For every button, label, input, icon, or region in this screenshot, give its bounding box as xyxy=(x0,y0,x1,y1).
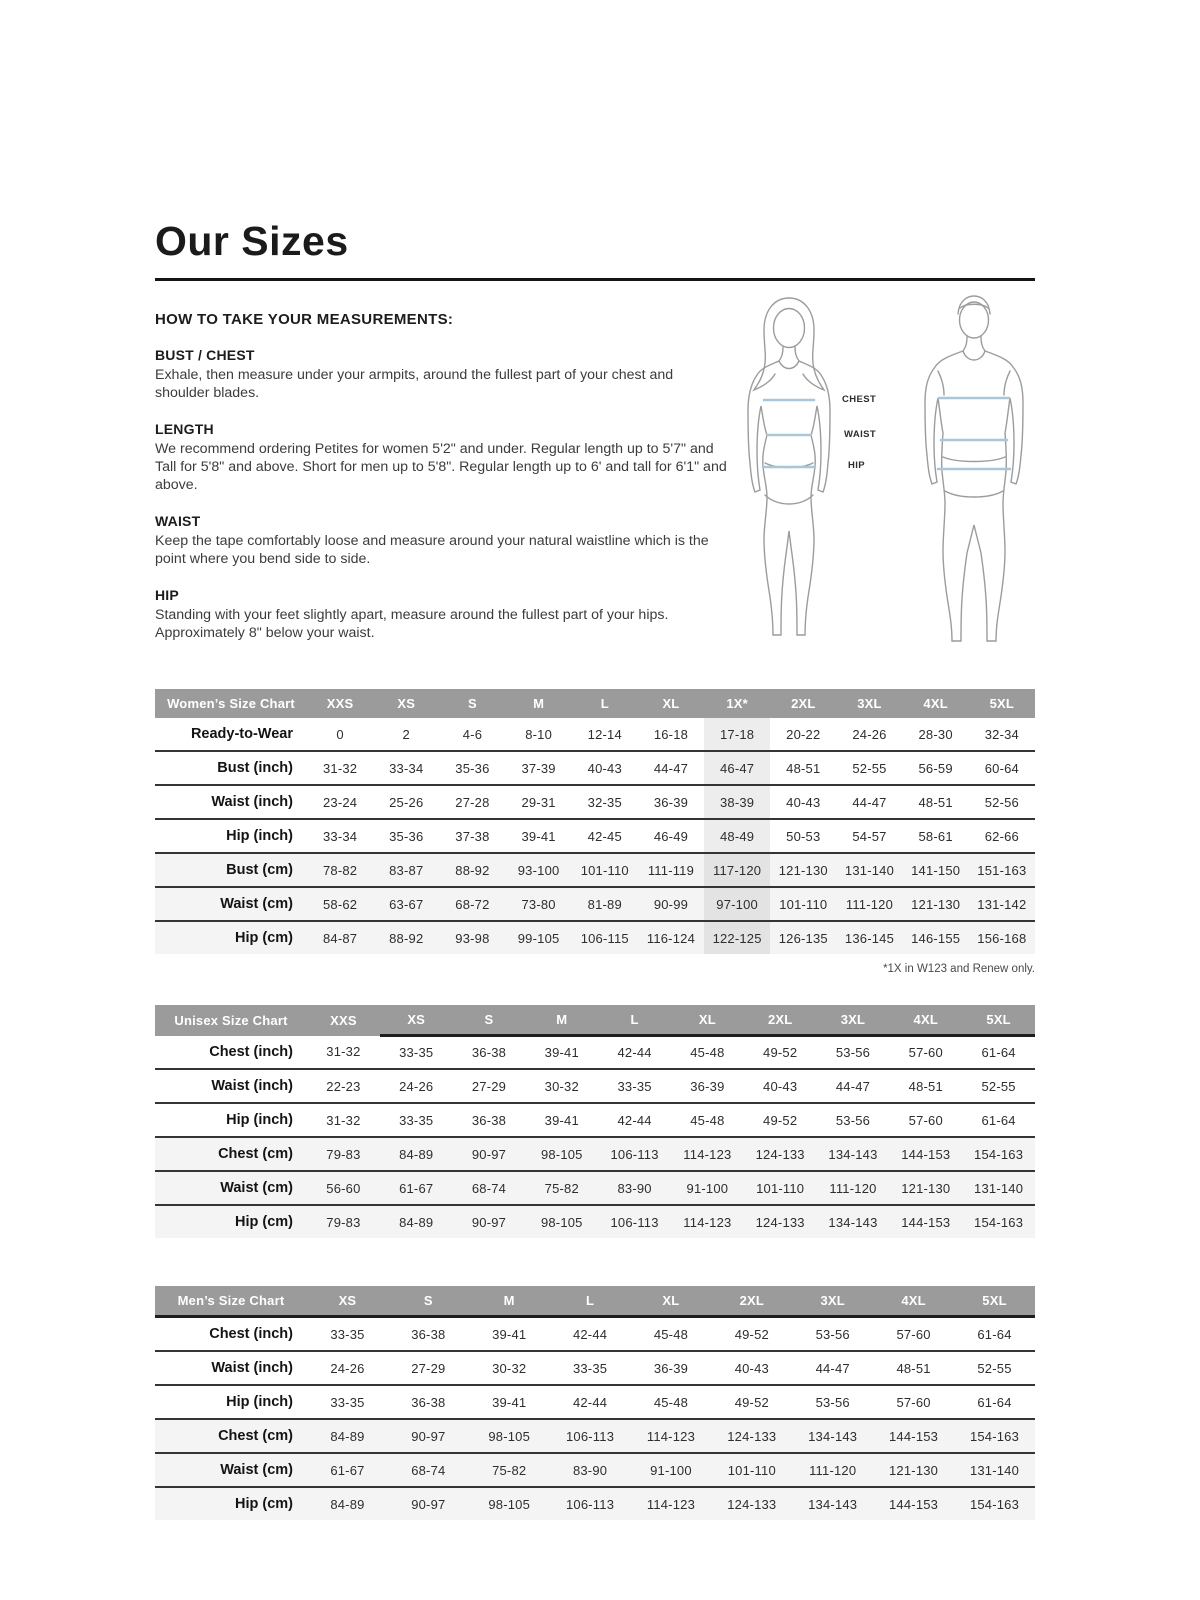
size-cell: 106-115 xyxy=(580,930,629,946)
size-cell: 131-140 xyxy=(844,862,895,878)
size-cell: 39-41 xyxy=(544,1112,579,1128)
column-header-m: M xyxy=(469,1286,550,1317)
size-cell: 84-89 xyxy=(399,1214,434,1230)
size-cell: 101-110 xyxy=(727,1462,776,1478)
table-row xyxy=(155,1487,1035,1520)
size-cell: 106-113 xyxy=(565,1428,615,1444)
hip-heading: HIP xyxy=(155,587,179,604)
size-cell: 62-66 xyxy=(984,828,1019,844)
size-cell: 154-163 xyxy=(969,1496,1020,1512)
size-cell: 91-100 xyxy=(686,1180,729,1196)
length-text: We recommend ordering Petites for women 5'2" and under. Regular length up to 5'7" and Tall for 5'8" and above. Short for men up to 5'8". Regular length up to 6' and tall for 6'1" and above. xyxy=(155,441,727,494)
table-row xyxy=(155,853,1035,887)
column-header-2xl: 2XL xyxy=(744,1005,817,1036)
header-row xyxy=(155,689,1035,718)
size-cell: 68-74 xyxy=(471,1180,507,1196)
size-cell: 114-123 xyxy=(646,1496,696,1512)
size-cell: 24-26 xyxy=(330,1360,365,1376)
table-row xyxy=(155,1036,1035,1070)
size-cell: 42-44 xyxy=(572,1394,608,1410)
size-cell: 31-32 xyxy=(326,1044,361,1060)
column-header-s: S xyxy=(388,1286,469,1317)
measurement-diagram xyxy=(730,295,1035,647)
table-row xyxy=(155,1103,1035,1137)
size-cell: 42-44 xyxy=(617,1045,652,1060)
intro-section xyxy=(155,311,1035,647)
size-cell: 27-29 xyxy=(471,1078,507,1094)
row-label: Chest (cm) xyxy=(218,1428,293,1444)
size-cell: 136-145 xyxy=(844,930,895,946)
column-header-s: S xyxy=(439,689,505,718)
hip-text: Standing with your feet slightly apart, measure around the fullest part of your hips. Approximately 8" below your waist. xyxy=(155,607,669,642)
size-cell: 121-130 xyxy=(911,896,961,912)
row-label: Waist (inch) xyxy=(211,1078,293,1094)
size-cell: 52-55 xyxy=(981,1078,1016,1094)
row-label: Chest (inch) xyxy=(209,1326,293,1342)
size-cell: 83-90 xyxy=(572,1462,608,1478)
size-cell: 44-47 xyxy=(835,1078,871,1094)
size-cell: 48-51 xyxy=(896,1360,931,1376)
size-cell: 45-48 xyxy=(653,1326,689,1342)
size-cell: 33-35 xyxy=(330,1394,365,1410)
size-cell: 40-43 xyxy=(734,1360,769,1376)
row-label: Bust (cm) xyxy=(226,862,293,878)
size-cell: 141-150 xyxy=(911,862,961,878)
size-cell: 124-133 xyxy=(755,1146,805,1162)
size-cell: 39-41 xyxy=(492,1394,527,1410)
size-cell: 40-43 xyxy=(587,760,622,776)
size-cell: 68-72 xyxy=(455,896,490,912)
row-label: Hip (inch) xyxy=(226,828,293,844)
table-row xyxy=(155,1385,1035,1419)
size-cell: 39-41 xyxy=(521,828,556,844)
size-cell: 48-51 xyxy=(908,1078,943,1094)
size-cell: 90-97 xyxy=(471,1214,507,1230)
womens-size-chart-table xyxy=(155,689,1035,954)
column-header-m: M xyxy=(506,689,572,718)
row-label: Waist (inch) xyxy=(211,794,293,810)
size-cell: 61-67 xyxy=(330,1462,365,1478)
hip-section xyxy=(155,587,730,642)
size-cell: 48-51 xyxy=(918,794,953,810)
size-cell: 90-97 xyxy=(411,1496,446,1512)
column-header-xl: XL xyxy=(671,1005,744,1036)
size-cell: 93-98 xyxy=(455,930,490,946)
size-cell: 39-41 xyxy=(544,1045,579,1060)
size-cell: 79-83 xyxy=(326,1146,361,1162)
column-header-xs: XS xyxy=(307,1286,388,1317)
size-cell: 84-89 xyxy=(330,1496,365,1512)
bust-chest-section xyxy=(155,347,730,402)
size-cell: 111-120 xyxy=(845,896,894,912)
header-row xyxy=(155,1286,1035,1317)
size-cell: 124-133 xyxy=(727,1428,777,1444)
column-header-xxs: XXS xyxy=(307,1005,380,1036)
column-header-l: L xyxy=(550,1286,631,1317)
table-row xyxy=(155,887,1035,921)
table-row xyxy=(155,751,1035,785)
size-cell: 27-28 xyxy=(455,794,490,810)
size-cell: 84-89 xyxy=(399,1146,434,1162)
size-cell: 57-60 xyxy=(908,1045,943,1060)
size-cell: 42-44 xyxy=(572,1326,608,1342)
size-cell: 39-41 xyxy=(492,1326,527,1342)
size-cell: 32-34 xyxy=(984,726,1019,742)
size-cell: 151-163 xyxy=(977,862,1027,878)
size-cell: 36-38 xyxy=(411,1394,446,1410)
column-header-4xl: 4XL xyxy=(873,1286,954,1317)
table-title: Unisex Size Chart xyxy=(155,1005,307,1036)
size-cell: 56-60 xyxy=(326,1180,361,1196)
size-cell: 61-67 xyxy=(399,1180,434,1196)
size-cell: 144-153 xyxy=(901,1146,951,1162)
size-cell: 131-140 xyxy=(974,1180,1024,1196)
size-cell: 57-60 xyxy=(908,1112,943,1128)
size-cell: 12-14 xyxy=(587,726,622,742)
size-cell: 44-47 xyxy=(653,760,689,776)
size-cell: 156-168 xyxy=(977,930,1027,946)
size-cell: 121-130 xyxy=(901,1180,951,1196)
size-cell: 131-140 xyxy=(969,1462,1020,1478)
table-row xyxy=(155,1419,1035,1453)
size-cell: 22-23 xyxy=(326,1078,361,1094)
size-cell: 84-89 xyxy=(330,1428,365,1444)
table-row xyxy=(155,1453,1035,1487)
size-cell: 27-29 xyxy=(411,1360,446,1376)
size-cell: 88-92 xyxy=(389,930,424,946)
size-cell: 24-26 xyxy=(399,1078,434,1094)
row-label: Hip (inch) xyxy=(226,1394,293,1410)
size-cell: 8-10 xyxy=(525,726,553,742)
size-cell: 33-35 xyxy=(617,1078,652,1094)
size-cell: 111-120 xyxy=(809,1462,857,1478)
chest-label: CHEST xyxy=(842,394,877,405)
size-cell: 45-48 xyxy=(690,1112,725,1128)
column-header-xl: XL xyxy=(631,1286,712,1317)
size-cell: 111-120 xyxy=(829,1180,877,1196)
size-cell: 98-105 xyxy=(540,1146,583,1162)
length-heading: LENGTH xyxy=(155,421,214,438)
size-cell: 33-35 xyxy=(399,1112,434,1128)
column-header-l: L xyxy=(598,1005,671,1036)
size-cell: 52-56 xyxy=(984,794,1019,810)
size-cell: 98-105 xyxy=(540,1214,583,1230)
size-cell: 37-38 xyxy=(455,828,490,844)
size-cell: 154-163 xyxy=(974,1214,1024,1230)
column-header-4xl: 4XL xyxy=(903,689,969,718)
size-cell: 78-82 xyxy=(322,862,358,878)
size-cell: 49-52 xyxy=(763,1045,798,1060)
size-cell: 24-26 xyxy=(852,726,887,742)
size-cell: 0 xyxy=(336,726,344,742)
size-cell: 61-64 xyxy=(981,1045,1016,1060)
measurement-instructions xyxy=(155,311,730,647)
size-cell: 57-60 xyxy=(896,1394,931,1410)
column-header-xxs: XXS xyxy=(307,689,373,718)
size-cell: 33-34 xyxy=(322,828,358,844)
size-cell: 61-64 xyxy=(977,1326,1012,1342)
table-row xyxy=(155,1171,1035,1205)
size-cell: 2 xyxy=(402,726,410,742)
waist-heading: WAIST xyxy=(155,513,201,530)
column-header-5xl: 5XL xyxy=(969,689,1035,718)
size-cell: 46-49 xyxy=(653,828,689,844)
size-cell: 50-53 xyxy=(786,828,821,844)
size-cell: 46-47 xyxy=(704,751,770,785)
size-cell: 84-87 xyxy=(322,930,358,946)
size-cell: 114-123 xyxy=(683,1146,732,1162)
size-cell: 116-124 xyxy=(646,930,696,946)
row-label: Waist (cm) xyxy=(220,1180,293,1196)
size-cell: 40-43 xyxy=(786,794,821,810)
size-cell: 101-110 xyxy=(756,1180,805,1196)
table-title: Men’s Size Chart xyxy=(155,1286,307,1317)
table-row xyxy=(155,819,1035,853)
row-label: Waist (cm) xyxy=(220,1462,293,1478)
header-row xyxy=(155,1005,1035,1036)
size-cell: 134-143 xyxy=(808,1496,858,1512)
size-cell: 60-64 xyxy=(984,760,1019,776)
size-cell: 90-97 xyxy=(471,1146,507,1162)
size-cell: 75-82 xyxy=(492,1462,527,1478)
page-title: Our Sizes xyxy=(155,218,349,264)
row-label: Waist (cm) xyxy=(220,896,293,912)
table-row xyxy=(155,1137,1035,1171)
size-cell: 52-55 xyxy=(852,760,887,776)
table-row xyxy=(155,718,1035,751)
bust-chest-heading: BUST / CHEST xyxy=(155,347,255,363)
size-cell: 146-155 xyxy=(911,930,961,946)
size-cell: 124-133 xyxy=(755,1214,805,1230)
hip-label: HIP xyxy=(848,460,866,471)
size-cell: 68-74 xyxy=(411,1462,446,1478)
size-cell: 44-47 xyxy=(852,794,887,810)
size-cell: 54-57 xyxy=(852,828,887,844)
size-cell: 154-163 xyxy=(969,1428,1020,1444)
size-cell: 53-56 xyxy=(815,1326,850,1342)
size-cell: 33-35 xyxy=(330,1326,365,1342)
size-cell: 134-143 xyxy=(828,1214,878,1230)
column-header-xs: XS xyxy=(373,689,439,718)
unisex-size-chart-table xyxy=(155,1005,1035,1238)
size-cell: 33-35 xyxy=(399,1045,434,1060)
size-cell: 73-80 xyxy=(521,896,556,912)
column-header-5xl: 5XL xyxy=(954,1286,1035,1317)
size-cell: 121-130 xyxy=(778,862,828,878)
size-cell: 131-142 xyxy=(977,896,1027,912)
size-cell: 36-39 xyxy=(653,1360,689,1376)
size-cell: 83-90 xyxy=(617,1180,652,1196)
row-label: Hip (cm) xyxy=(235,930,293,946)
row-label: Hip (inch) xyxy=(226,1112,293,1128)
size-cell: 101-110 xyxy=(779,896,828,912)
size-cell: 63-67 xyxy=(389,896,424,912)
size-cell: 126-135 xyxy=(778,930,828,946)
size-cell: 31-32 xyxy=(326,1112,361,1128)
size-cell: 32-35 xyxy=(587,794,622,810)
size-cell: 56-59 xyxy=(918,760,953,776)
woman-measure-lines xyxy=(763,400,815,467)
size-cell: 36-38 xyxy=(411,1326,446,1342)
womens-size-chart-section xyxy=(155,689,1035,975)
column-header-3xl: 3XL xyxy=(817,1005,890,1036)
size-cell: 30-32 xyxy=(544,1078,579,1094)
size-cell: 101-110 xyxy=(580,862,629,878)
size-cell: 28-30 xyxy=(918,726,953,742)
size-cell: 36-38 xyxy=(471,1112,507,1128)
column-header-l: L xyxy=(572,689,638,718)
size-cell: 53-56 xyxy=(835,1112,871,1128)
table-row xyxy=(155,1205,1035,1238)
size-cell: 134-143 xyxy=(828,1146,878,1162)
table-title: Women’s Size Chart xyxy=(155,689,307,718)
size-cell: 16-18 xyxy=(653,726,689,742)
table-row xyxy=(155,1317,1035,1352)
size-cell: 49-52 xyxy=(734,1326,769,1342)
size-cell: 114-123 xyxy=(683,1214,732,1230)
unisex-size-chart-section xyxy=(155,1005,1035,1238)
size-cell: 48-49 xyxy=(704,819,770,853)
womens-chart-footnote: *1X in W123 and Renew only. xyxy=(883,963,1035,975)
size-cell: 61-64 xyxy=(981,1112,1016,1128)
mens-size-chart-section xyxy=(155,1286,1035,1520)
column-header-m: M xyxy=(525,1005,598,1036)
size-cell: 36-39 xyxy=(690,1078,725,1094)
size-cell: 44-47 xyxy=(815,1360,850,1376)
size-cell: 93-100 xyxy=(517,862,560,878)
table-row xyxy=(155,785,1035,819)
size-cell: 20-22 xyxy=(786,726,821,742)
size-cell: 144-153 xyxy=(889,1496,939,1512)
size-cell: 49-52 xyxy=(763,1112,798,1128)
size-cell: 36-38 xyxy=(471,1045,507,1060)
column-header-xs: XS xyxy=(380,1005,453,1036)
size-cell: 35-36 xyxy=(455,760,490,776)
size-cell: 37-39 xyxy=(521,760,556,776)
size-cell: 122-125 xyxy=(704,921,770,954)
size-cell: 29-31 xyxy=(521,794,556,810)
size-cell: 53-56 xyxy=(835,1045,871,1060)
size-cell: 90-97 xyxy=(411,1428,446,1444)
column-header-2xl: 2XL xyxy=(770,689,836,718)
size-cell: 121-130 xyxy=(889,1462,939,1478)
row-label: Bust (inch) xyxy=(217,760,293,776)
size-cell: 97-100 xyxy=(704,887,770,921)
size-cell: 58-62 xyxy=(322,896,358,912)
mens-size-chart-table xyxy=(155,1286,1035,1520)
size-cell: 57-60 xyxy=(896,1326,931,1342)
size-cell: 49-52 xyxy=(734,1394,769,1410)
size-cell: 58-61 xyxy=(918,828,953,844)
waist-text: Keep the tape comfortably loose and measure around your natural waistline which is the point where you bend side to side. xyxy=(155,533,709,568)
column-header-s: S xyxy=(453,1005,526,1036)
size-cell: 45-48 xyxy=(653,1394,689,1410)
table-row xyxy=(155,1069,1035,1103)
woman-figure-illustration xyxy=(732,295,847,640)
size-cell: 98-105 xyxy=(488,1496,531,1512)
row-label: Waist (inch) xyxy=(211,1360,293,1376)
size-cell: 99-105 xyxy=(517,930,560,946)
size-cell: 61-64 xyxy=(977,1394,1012,1410)
size-cell: 35-36 xyxy=(389,828,424,844)
size-cell: 106-113 xyxy=(610,1214,659,1230)
size-cell: 36-39 xyxy=(653,794,689,810)
column-header-3xl: 3XL xyxy=(792,1286,873,1317)
size-cell: 53-56 xyxy=(815,1394,850,1410)
size-cell: 4-6 xyxy=(462,726,483,742)
man-figure-illustration xyxy=(909,295,1039,647)
size-cell: 45-48 xyxy=(690,1045,725,1060)
column-header-xl: XL xyxy=(638,689,704,718)
size-cell: 30-32 xyxy=(492,1360,527,1376)
size-cell: 124-133 xyxy=(727,1496,777,1512)
size-cell: 31-32 xyxy=(322,760,358,776)
size-cell: 42-44 xyxy=(617,1112,652,1128)
size-cell: 81-89 xyxy=(587,896,622,912)
size-cell: 88-92 xyxy=(455,862,490,878)
bust-chest-text: Exhale, then measure under your armpits, around the fullest part of your chest and shoulder blades. xyxy=(155,367,674,402)
length-section xyxy=(155,421,730,494)
row-label: Ready-to-Wear xyxy=(190,726,293,742)
table-row xyxy=(155,921,1035,954)
size-cell: 106-113 xyxy=(565,1496,615,1512)
size-cell: 144-153 xyxy=(901,1214,951,1230)
size-cell: 40-43 xyxy=(763,1078,798,1094)
column-header-3xl: 3XL xyxy=(836,689,902,718)
size-cell: 33-34 xyxy=(389,760,424,776)
size-cell: 134-143 xyxy=(808,1428,858,1444)
size-cell: 33-35 xyxy=(572,1360,608,1376)
size-cell: 106-113 xyxy=(610,1146,659,1162)
size-cell: 38-39 xyxy=(704,785,770,819)
column-header-1x: 1X* xyxy=(704,689,770,718)
row-label: Chest (cm) xyxy=(218,1146,293,1162)
size-cell: 154-163 xyxy=(974,1146,1024,1162)
size-cell: 23-24 xyxy=(322,794,358,810)
waist-label: WAIST xyxy=(844,429,877,440)
size-cell: 111-119 xyxy=(647,862,695,878)
size-cell: 83-87 xyxy=(389,862,424,878)
how-to-heading: HOW TO TAKE YOUR MEASUREMENTS: xyxy=(155,311,454,328)
size-cell: 91-100 xyxy=(650,1462,692,1478)
size-cell: 117-120 xyxy=(704,853,770,887)
column-header-4xl: 4XL xyxy=(889,1005,962,1036)
size-cell: 42-45 xyxy=(587,828,622,844)
size-cell: 48-51 xyxy=(786,760,821,776)
waist-section xyxy=(155,513,730,568)
size-cell: 79-83 xyxy=(326,1214,361,1230)
column-header-5xl: 5XL xyxy=(962,1005,1035,1036)
size-cell: 25-26 xyxy=(389,794,424,810)
size-cell: 98-105 xyxy=(488,1428,531,1444)
row-label: Hip (cm) xyxy=(235,1496,293,1512)
row-label: Hip (cm) xyxy=(235,1214,293,1230)
size-cell: 75-82 xyxy=(544,1180,579,1196)
table-row xyxy=(155,1351,1035,1385)
row-label: Chest (inch) xyxy=(209,1043,293,1060)
size-cell: 114-123 xyxy=(646,1428,696,1444)
size-cell: 52-55 xyxy=(977,1360,1012,1376)
title-divider xyxy=(155,278,1035,281)
size-cell: 17-18 xyxy=(704,718,770,751)
size-cell: 90-99 xyxy=(653,896,689,912)
column-header-2xl: 2XL xyxy=(711,1286,792,1317)
size-cell: 144-153 xyxy=(889,1428,939,1444)
